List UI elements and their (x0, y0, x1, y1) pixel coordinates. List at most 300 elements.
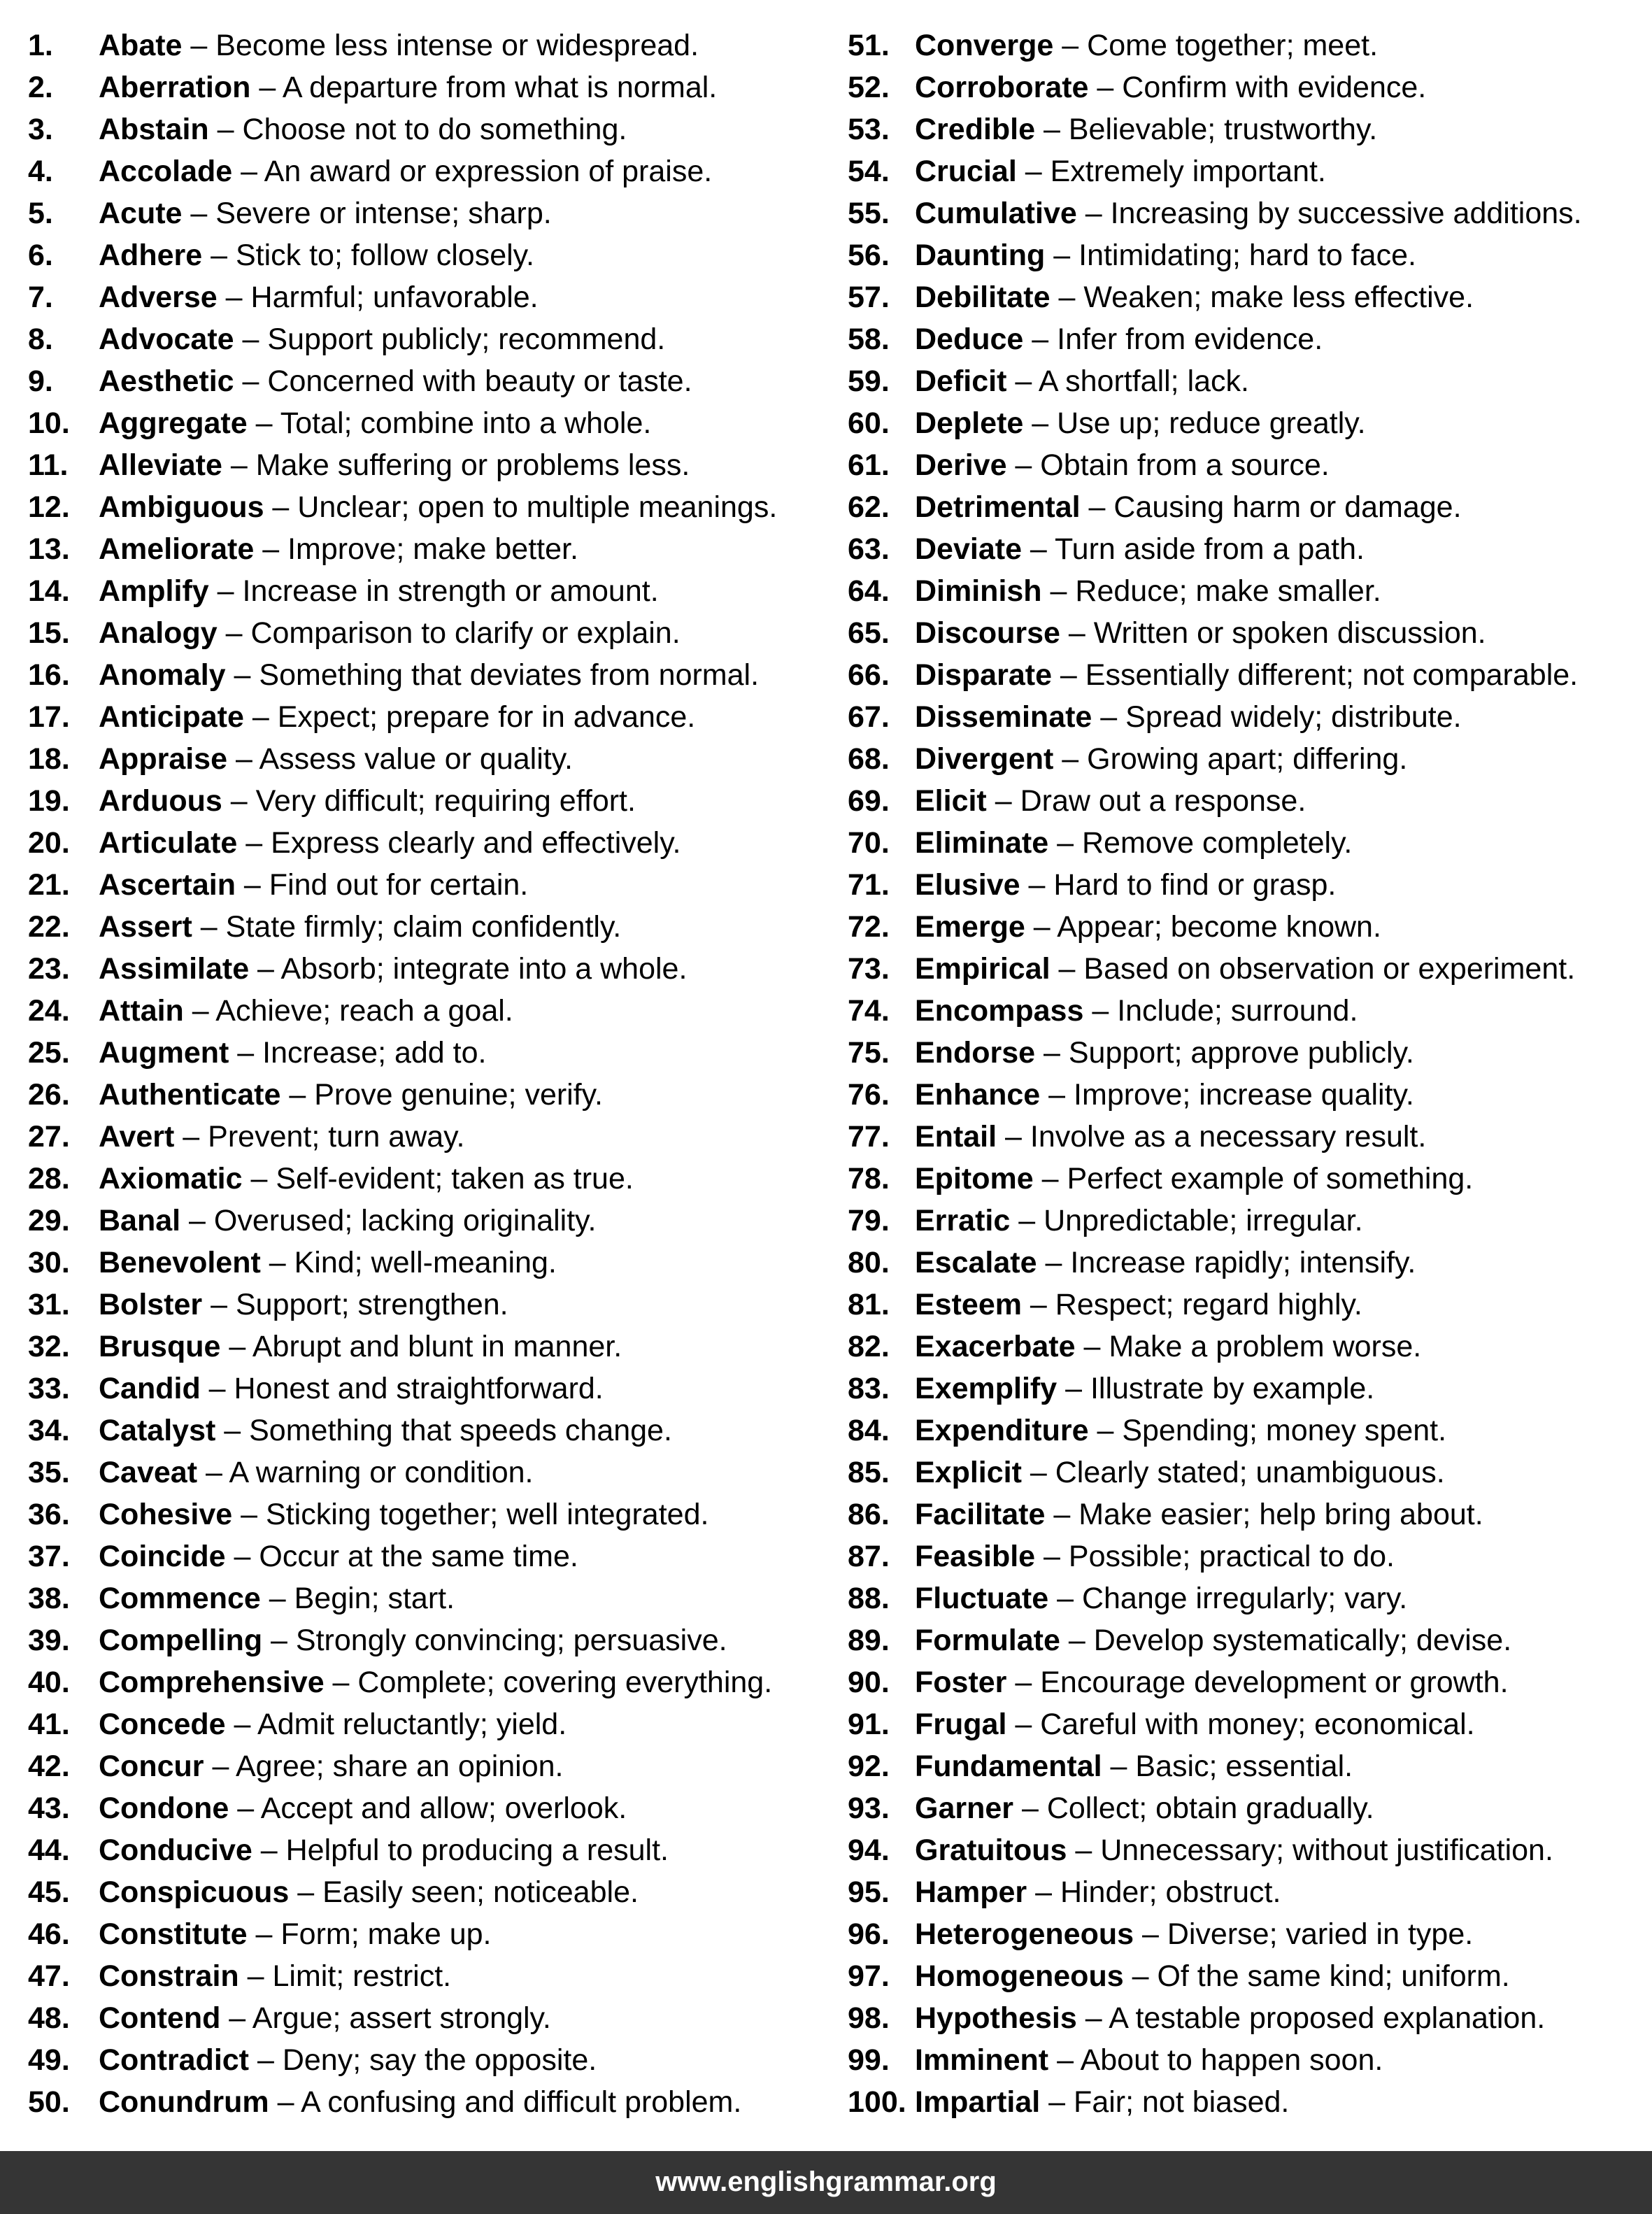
list-item (28, 1955, 825, 1997)
item-number: 25. (28, 1036, 70, 1070)
item-entry (915, 2039, 1383, 2081)
item-definition: Absorb; integrate into a whole. (280, 952, 688, 986)
list-item (848, 234, 1645, 276)
item-definition: Come together; meet. (1087, 29, 1379, 62)
item-term: Analogy (99, 616, 218, 650)
item-number: 28. (28, 1162, 70, 1195)
item-term: Acute (99, 197, 183, 230)
item-separator: – (222, 448, 256, 482)
item-term: Assert (99, 910, 192, 944)
item-definition: Causing harm or damage. (1113, 490, 1462, 524)
list-item (848, 612, 1645, 654)
item-number: 46. (28, 1917, 70, 1951)
vocabulary-list-right (848, 24, 1645, 2123)
list-item (848, 1368, 1645, 1410)
item-separator: – (1020, 868, 1054, 902)
item-number: 11. (28, 448, 69, 482)
item-definition: Self-evident; taken as true. (276, 1162, 634, 1195)
item-number: 73. (848, 952, 890, 986)
item-definition: Choose not to do something. (242, 113, 627, 146)
list-item (28, 1661, 825, 1703)
list-item (848, 1997, 1645, 2039)
list-item (848, 108, 1645, 150)
item-entry (915, 1242, 1416, 1284)
item-term: Feasible (915, 1540, 1036, 1573)
item-entry (915, 108, 1377, 150)
item-definition: A testable proposed explanation. (1109, 2001, 1546, 2035)
item-term: Ameliorate (99, 532, 255, 566)
item-entry (915, 486, 1462, 528)
item-number: 42. (28, 1750, 70, 1783)
item-separator: – (202, 239, 236, 272)
item-entry (99, 1661, 772, 1703)
list-item (28, 1913, 825, 1955)
item-number: 57. (848, 281, 890, 314)
item-term: Caveat (99, 1456, 198, 1489)
item-term: Attain (99, 994, 184, 1028)
list-item (848, 276, 1645, 318)
item-number: 39. (28, 1624, 70, 1657)
list-item (28, 108, 825, 150)
item-term: Avert (99, 1120, 175, 1154)
item-term: Daunting (915, 239, 1046, 272)
item-number: 36. (28, 1498, 70, 1531)
item-entry (915, 1787, 1374, 1829)
item-term: Cohesive (99, 1498, 233, 1531)
list-item (28, 864, 825, 906)
item-separator: – (1050, 281, 1084, 314)
item-entry (915, 1452, 1445, 1493)
item-number: 85. (848, 1456, 890, 1489)
item-number: 22. (28, 910, 70, 944)
list-item (848, 1158, 1645, 1200)
item-definition: Something that speeds change. (249, 1414, 672, 1447)
list-item (848, 1200, 1645, 1242)
footer-banner (0, 2151, 1652, 2214)
list-item (848, 1074, 1645, 1116)
item-separator: – (220, 2001, 252, 2035)
item-entry (99, 192, 552, 234)
item-separator: – (1023, 322, 1058, 356)
item-term: Adhere (99, 239, 203, 272)
item-separator: – (1048, 826, 1082, 860)
item-entry (915, 1661, 1509, 1703)
item-entry (915, 150, 1326, 192)
item-number: 56. (848, 239, 890, 272)
item-separator: – (180, 1204, 214, 1237)
item-separator: – (192, 910, 226, 944)
item-number: 7. (28, 281, 53, 314)
item-definition: Collect; obtain gradually. (1046, 1791, 1374, 1825)
item-term: Deduce (915, 322, 1024, 356)
list-item (848, 2081, 1645, 2123)
item-number: 96. (848, 1917, 890, 1951)
item-definition: Concerned with beauty or taste. (267, 364, 692, 398)
item-term: Foster (915, 1666, 1007, 1699)
vocabulary-list-left (28, 24, 825, 2123)
item-entry (99, 108, 627, 150)
item-definition: Make easier; help bring about. (1078, 1498, 1483, 1531)
item-number: 15. (28, 616, 70, 650)
list-item (28, 1787, 825, 1829)
item-number: 93. (848, 1791, 890, 1825)
item-definition: Achieve; reach a goal. (215, 994, 513, 1028)
item-separator: – (247, 406, 280, 440)
item-definition: Strongly convincing; persuasive. (295, 1624, 727, 1657)
item-entry (915, 192, 1582, 234)
item-number: 64. (848, 574, 890, 608)
item-separator: – (242, 1162, 276, 1195)
item-term: Heterogeneous (915, 1917, 1134, 1951)
item-definition: Unclear; open to multiple meanings. (297, 490, 778, 524)
item-number: 95. (848, 1875, 890, 1909)
item-number: 79. (848, 1204, 890, 1237)
item-entry (915, 402, 1366, 444)
item-separator: – (225, 1708, 258, 1741)
item-definition: Clearly stated; unambiguous. (1055, 1456, 1445, 1489)
item-entry (915, 1326, 1421, 1368)
item-definition: Extremely important. (1050, 155, 1326, 188)
item-term: Enhance (915, 1078, 1041, 1112)
item-separator: – (204, 1750, 236, 1783)
item-entry (99, 1116, 464, 1158)
item-entry (99, 822, 681, 864)
item-term: Amplify (99, 574, 209, 608)
item-number: 31. (28, 1288, 70, 1321)
item-number: 50. (28, 2085, 70, 2119)
item-number: 16. (28, 658, 70, 692)
item-entry (915, 318, 1323, 360)
list-item (28, 1368, 825, 1410)
item-number: 13. (28, 532, 70, 566)
item-separator: – (247, 1917, 281, 1951)
item-term: Credible (915, 113, 1036, 146)
item-term: Accolade (99, 155, 233, 188)
item-separator: – (1048, 2043, 1081, 2077)
item-number: 51. (848, 29, 890, 62)
item-number: 27. (28, 1120, 70, 1154)
item-separator: – (208, 574, 243, 608)
item-term: Concur (99, 1750, 204, 1783)
item-entry (99, 612, 681, 654)
item-term: Ascertain (99, 868, 236, 902)
item-separator: – (182, 197, 216, 230)
item-definition: Prevent; turn away. (208, 1120, 465, 1154)
item-entry (915, 234, 1416, 276)
item-term: Contend (99, 2001, 221, 2035)
list-item (28, 2081, 825, 2123)
item-separator: – (262, 1624, 296, 1657)
item-entry (99, 696, 695, 738)
item-term: Escalate (915, 1246, 1037, 1279)
item-term: Assimilate (99, 952, 250, 986)
item-entry (915, 612, 1486, 654)
list-item (848, 1116, 1645, 1158)
item-number: 1. (28, 29, 53, 62)
item-definition: Careful with money; economical. (1040, 1708, 1475, 1741)
item-definition: Improve; make better. (287, 532, 578, 566)
item-separator: – (1053, 742, 1088, 776)
item-separator: – (237, 826, 271, 860)
item-separator: – (1037, 1246, 1071, 1279)
item-number: 66. (848, 658, 890, 692)
item-number: 38. (28, 1582, 70, 1615)
item-number: 91. (848, 1708, 890, 1741)
item-entry (915, 570, 1381, 612)
list-item (848, 1493, 1645, 1535)
list-item (848, 528, 1645, 570)
item-separator: – (1035, 113, 1069, 146)
list-item (848, 1745, 1645, 1787)
item-entry (915, 2081, 1289, 2123)
item-term: Discourse (915, 616, 1060, 650)
item-term: Axiomatic (99, 1162, 243, 1195)
item-separator: – (243, 700, 278, 734)
item-separator: – (1006, 1666, 1041, 1699)
item-entry (915, 1074, 1414, 1116)
list-item (848, 1913, 1645, 1955)
item-term: Derive (915, 448, 1007, 482)
item-term: Endorse (915, 1036, 1036, 1070)
item-term: Imminent (915, 2043, 1049, 2077)
item-definition: Increasing by successive additions. (1110, 197, 1582, 230)
item-number: 74. (848, 994, 890, 1028)
item-definition: Growing apart; differing. (1087, 742, 1408, 776)
item-number: 47. (28, 1959, 70, 1993)
list-item (28, 360, 825, 402)
item-term: Deplete (915, 406, 1024, 440)
item-number: 34. (28, 1414, 70, 1447)
item-number: 68. (848, 742, 890, 776)
item-separator: – (1006, 1708, 1041, 1741)
item-definition: Of the same kind; uniform. (1157, 1959, 1510, 1993)
item-definition: Weaken; make less effective. (1083, 281, 1474, 314)
item-definition: Something that deviates from normal. (259, 658, 760, 692)
item-entry (915, 360, 1249, 402)
list-item (848, 1619, 1645, 1661)
item-definition: Assess value or quality. (259, 742, 573, 776)
item-term: Empirical (915, 952, 1051, 986)
item-number: 18. (28, 742, 70, 776)
item-term: Converge (915, 29, 1054, 62)
item-term: Commence (99, 1582, 261, 1615)
item-number: 100. (848, 2085, 906, 2119)
item-separator: – (997, 1120, 1030, 1154)
item-separator: – (249, 952, 281, 986)
item-definition: Hard to find or grasp. (1053, 868, 1337, 902)
item-definition: Draw out a response. (1020, 784, 1306, 818)
item-separator: – (1016, 155, 1051, 188)
item-term: Aberration (99, 71, 251, 104)
item-definition: Increase rapidly; intensify. (1070, 1246, 1416, 1279)
item-definition: Express clearly and effectively. (271, 826, 681, 860)
item-entry (99, 2039, 597, 2081)
item-definition: Expect; prepare for in advance. (277, 700, 696, 734)
item-definition: Form; make up. (280, 1917, 492, 1951)
item-number: 40. (28, 1666, 70, 1699)
item-entry (99, 1368, 604, 1410)
item-separator: – (1134, 1917, 1167, 1951)
item-entry (99, 1535, 578, 1577)
item-separator: – (1053, 29, 1088, 62)
list-item (28, 1535, 825, 1577)
item-entry (915, 738, 1407, 780)
item-separator: – (208, 113, 243, 146)
item-term: Contradict (99, 2043, 249, 2077)
item-entry (99, 276, 539, 318)
item-term: Aggregate (99, 406, 248, 440)
item-definition: Unnecessary; without justification. (1100, 1833, 1553, 1867)
item-term: Alleviate (99, 448, 222, 482)
item-term: Augment (99, 1036, 229, 1070)
item-term: Encompass (915, 994, 1084, 1028)
item-definition: Deny; say the opposite. (282, 2043, 597, 2077)
item-entry (99, 1997, 551, 2039)
list-item (848, 1787, 1645, 1829)
item-separator: – (1006, 448, 1041, 482)
list-item (28, 1074, 825, 1116)
item-number: 4. (28, 155, 53, 188)
item-entry (99, 1619, 727, 1661)
list-item (28, 1116, 825, 1158)
item-definition: Unpredictable; irregular. (1044, 1204, 1363, 1237)
item-separator: – (1092, 700, 1126, 734)
item-separator: – (183, 994, 216, 1028)
item-entry (99, 402, 651, 444)
item-number: 19. (28, 784, 70, 818)
item-number: 41. (28, 1708, 70, 1741)
list-item (848, 1452, 1645, 1493)
item-number: 33. (28, 1372, 70, 1405)
item-entry (915, 1955, 1510, 1997)
item-definition: Basic; essential. (1135, 1750, 1353, 1783)
list-item (848, 1326, 1645, 1368)
item-number: 69. (848, 784, 890, 818)
item-separator: – (289, 1875, 323, 1909)
item-separator: – (249, 2043, 283, 2077)
item-number: 90. (848, 1666, 890, 1699)
item-entry (99, 2081, 741, 2123)
item-term: Brusque (99, 1330, 221, 1363)
item-term: Divergent (915, 742, 1054, 776)
item-definition: Sticking together; well integrated. (266, 1498, 709, 1531)
item-separator: – (197, 1456, 229, 1489)
item-term: Condone (99, 1791, 229, 1825)
item-term: Anomaly (99, 658, 226, 692)
item-definition: Argue; assert strongly. (252, 2001, 551, 2035)
item-separator: – (1010, 1204, 1044, 1237)
item-number: 5. (28, 197, 53, 230)
list-item (848, 696, 1645, 738)
item-number: 48. (28, 2001, 70, 2035)
item-definition: A confusing and difficult problem. (301, 2085, 742, 2119)
item-term: Coincide (99, 1540, 226, 1573)
list-item (848, 2039, 1645, 2081)
list-item (28, 948, 825, 990)
item-term: Formulate (915, 1624, 1060, 1657)
item-number: 10. (28, 406, 70, 440)
item-term: Crucial (915, 155, 1017, 188)
item-entry (99, 24, 699, 66)
item-separator: – (1006, 364, 1039, 398)
list-item (848, 360, 1645, 402)
item-definition: Overused; lacking originality. (213, 1204, 597, 1237)
item-number: 76. (848, 1078, 890, 1112)
list-item (848, 1577, 1645, 1619)
list-item (848, 192, 1645, 234)
item-number: 78. (848, 1162, 890, 1195)
item-entry (915, 1493, 1483, 1535)
item-definition: Spread widely; distribute. (1125, 700, 1462, 734)
item-entry (915, 1368, 1374, 1410)
item-number: 75. (848, 1036, 890, 1070)
item-definition: Obtain from a source. (1040, 448, 1330, 482)
item-term: Banal (99, 1204, 181, 1237)
item-number: 6. (28, 239, 53, 272)
item-entry (915, 906, 1381, 948)
item-definition: Occur at the same time. (259, 1540, 578, 1573)
item-separator: – (1027, 1875, 1060, 1909)
list-item (28, 1703, 825, 1745)
item-definition: Honest and straightforward. (234, 1372, 604, 1405)
item-entry (99, 318, 665, 360)
item-entry (915, 1703, 1475, 1745)
item-entry (99, 1703, 567, 1745)
item-separator: – (182, 29, 216, 62)
item-term: Candid (99, 1372, 201, 1405)
item-term: Frugal (915, 1708, 1007, 1741)
item-entry (99, 1745, 564, 1787)
item-term: Entail (915, 1120, 997, 1154)
item-definition: Develop systematically; devise. (1093, 1624, 1512, 1657)
item-definition: Appear; become known. (1057, 910, 1381, 944)
item-definition: Illustrate by example. (1090, 1372, 1375, 1405)
item-number: 37. (28, 1540, 70, 1573)
item-number: 2. (28, 71, 53, 104)
item-separator: – (324, 1666, 358, 1699)
item-term: Concede (99, 1708, 226, 1741)
item-term: Appraise (99, 742, 228, 776)
item-separator: – (1033, 1162, 1067, 1195)
item-entry (99, 1577, 455, 1619)
item-entry (99, 1452, 534, 1493)
item-number: 72. (848, 910, 890, 944)
item-definition: Limit; restrict. (272, 1959, 452, 1993)
list-item (28, 1242, 825, 1284)
item-separator: – (1041, 574, 1076, 608)
item-number: 84. (848, 1414, 890, 1447)
item-separator: – (1021, 1288, 1055, 1321)
item-term: Catalyst (99, 1414, 216, 1447)
item-separator: – (232, 1498, 266, 1531)
item-number: 52. (848, 71, 890, 104)
item-separator: – (238, 1959, 273, 1993)
item-entry (99, 1158, 634, 1200)
item-separator: – (1013, 1791, 1047, 1825)
item-term: Expenditure (915, 1414, 1089, 1447)
list-item (28, 318, 825, 360)
item-term: Diminish (915, 574, 1042, 608)
item-term: Hypothesis (915, 2001, 1077, 2035)
item-definition: Total; combine into a whole. (280, 406, 652, 440)
item-separator: – (1123, 1959, 1158, 1993)
list-item (28, 1326, 825, 1368)
list-item (28, 234, 825, 276)
list-item (848, 780, 1645, 822)
item-term: Adverse (99, 281, 218, 314)
item-definition: Possible; practical to do. (1068, 1540, 1395, 1573)
item-definition: Severe or intense; sharp. (215, 197, 552, 230)
